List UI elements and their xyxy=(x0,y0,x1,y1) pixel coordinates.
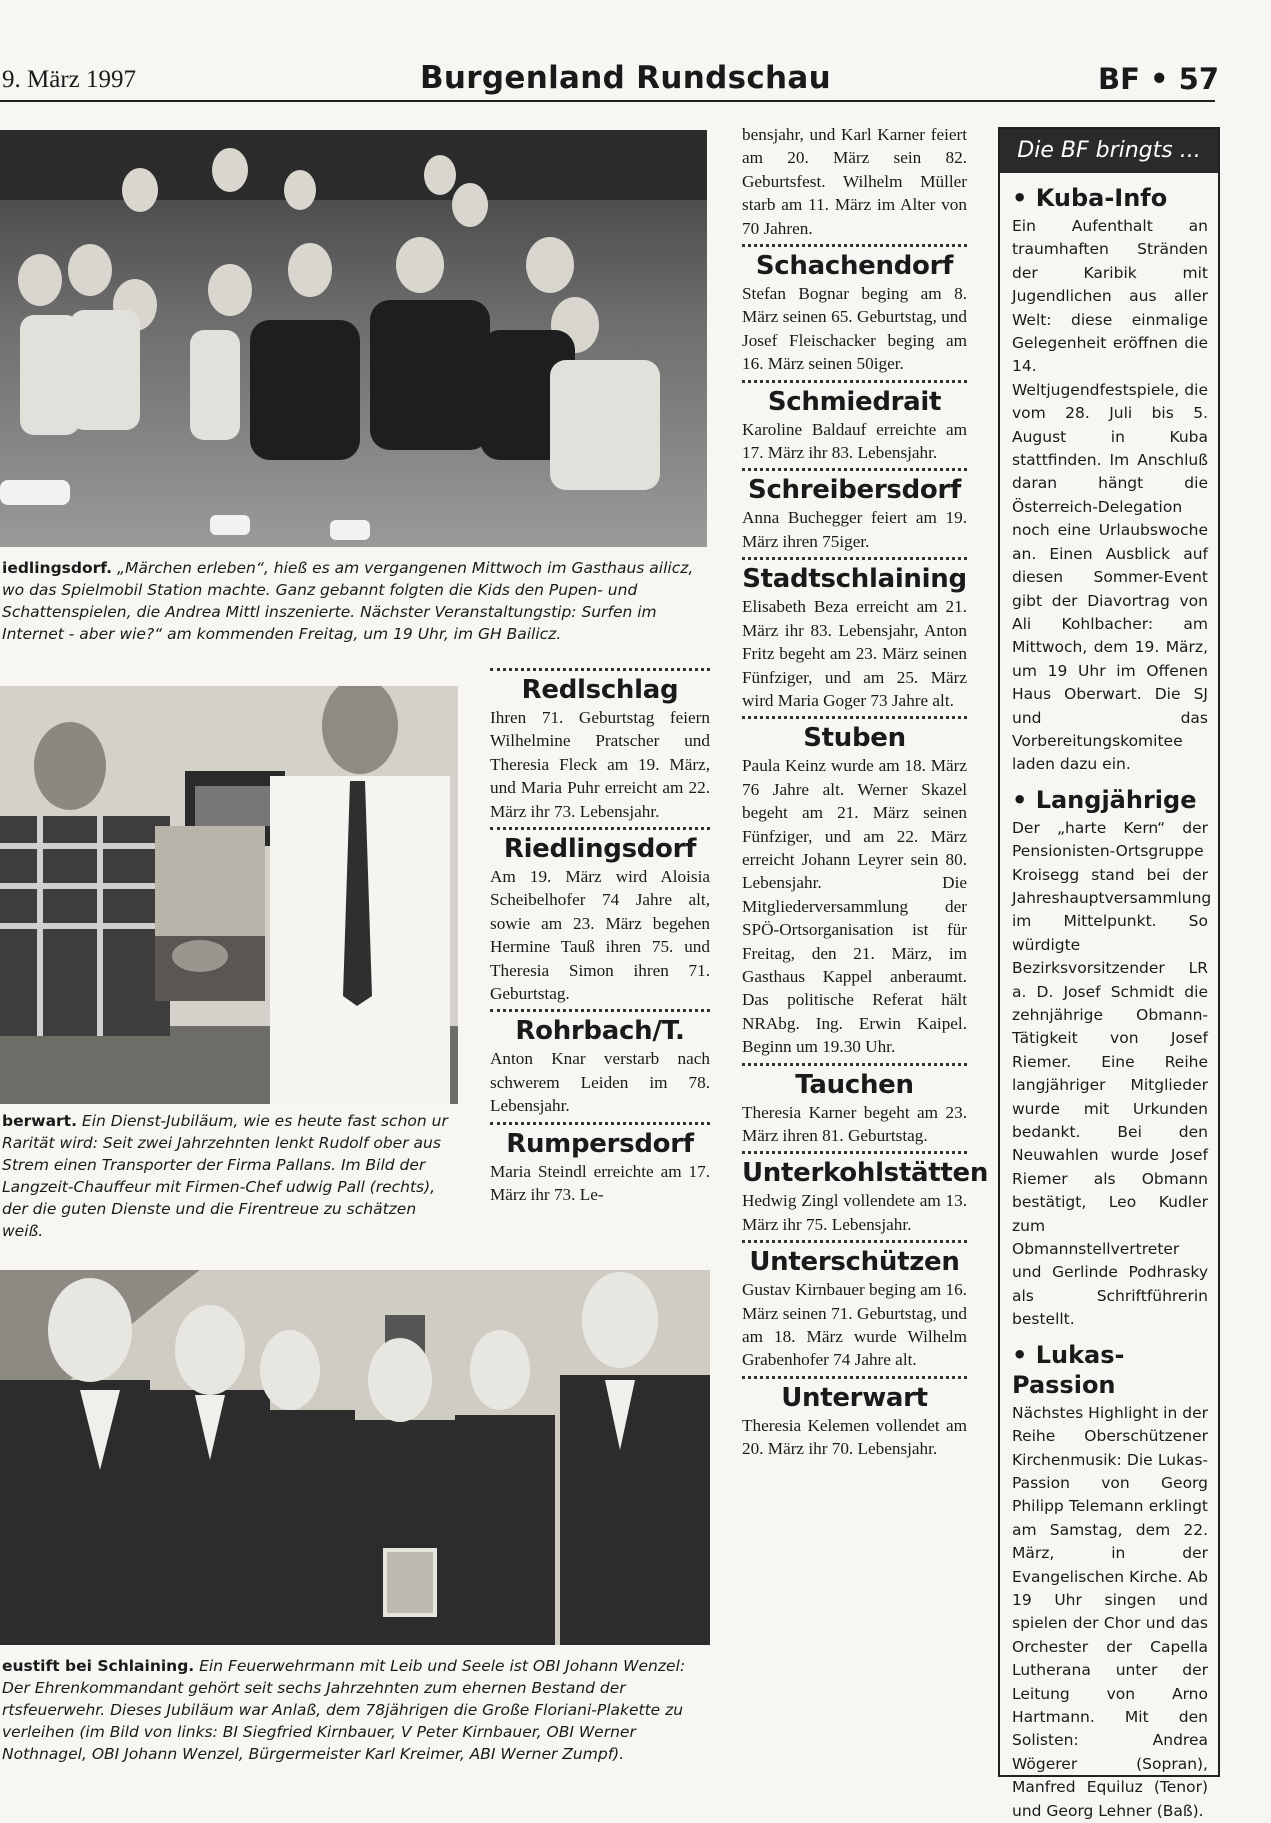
dotted-separator xyxy=(742,244,967,247)
entry-title: Stuben xyxy=(803,723,906,754)
entry-title: Unterwart xyxy=(781,1382,928,1413)
dotted-separator xyxy=(742,1240,967,1243)
issue-date: 9. März 1997 xyxy=(2,66,136,93)
entry-tauchen xyxy=(742,1070,967,1148)
box-item-text: Ein Aufenthalt an traumhaften Stränden der Karibik mit Jugendlichen aus aller Welt: diese einmalige Gelegenheit eröffnen die 14. Weltjugendfestspiele, die vom 28. Juli bis 5. August in Kuba stattfinden. Im Anschluß daran hängt die Österreich-Delegation noch eine Urlaubswoche an. Einen Ausblick auf diesen Sommer-Event gibt der Diavortrag von Ali Kohlbacher: am Mittwoch, dem 19. März, um 19 Uhr im Offenen Haus Oberwart. Die SJ und das Vorbereitungskomitee laden dazu ein. xyxy=(1012,217,1208,774)
dotted-separator xyxy=(490,827,710,830)
dotted-separator xyxy=(742,1151,967,1154)
entry-title: Schmiedrait xyxy=(767,386,942,417)
entry-text: Anna Buchegger feiert am 19. März ihren 75iger. xyxy=(742,508,967,551)
caption-handshake xyxy=(2,1110,458,1242)
column-1 xyxy=(490,668,710,1207)
entry-riedlingsdorf xyxy=(490,834,710,1005)
entry-text: Stefan Bognar beging am 8. März seinen 65. Geburtstag, und Josef Fleischacker beging am 16. März seinen 50iger. xyxy=(742,284,967,374)
dotted-separator xyxy=(490,1122,710,1125)
entry-text: Maria Steindl erreichte am 17. März ihr 73. Le- xyxy=(490,1161,710,1205)
entry-title: Rohrbach/T. xyxy=(515,1016,685,1047)
entry-stadtschlaining xyxy=(742,564,967,712)
caption-children xyxy=(2,557,707,645)
photo-handshake-jubilee xyxy=(0,686,458,1104)
newspaper-title: Burgenland Rundschau xyxy=(420,60,831,96)
entry-title: Unterschützen xyxy=(749,1247,960,1278)
caption-place: berwart. xyxy=(2,1112,77,1130)
entry-title: Stadtschlaining xyxy=(742,564,967,595)
dotted-separator xyxy=(490,668,710,671)
entry-schmiedrait xyxy=(742,387,967,465)
entry-text: Karoline Baldauf erreichte am 17. März ihr 83. Lebensjahr. xyxy=(742,419,967,463)
dotted-separator xyxy=(742,468,967,471)
caption-place: eustift bei Schlaining. xyxy=(2,1657,195,1675)
sidebar-content xyxy=(1000,173,1218,1823)
entry-redlschlag xyxy=(490,675,710,823)
entry-unterschuetzen xyxy=(742,1247,967,1372)
entry-text: Elisabeth Beza erreicht am 21. März ihr 83. Lebensjahr, Anton Fritz begeht am 23. März seinen Fünfziger, und am 25. März wird Maria Goger 73 Jahre alt. xyxy=(742,597,967,710)
caption-text: Ein Dienst-Jubiläum, wie es heute fast schon ur Rarität wird: Seit zwei Jahrzehnten lenkt Rudolf ober aus Strem einen Transporter der Firma Pallans. Im Bild der Langzeit-Chauffeur mit Firmen-Chef udwig Pall (rechts), der die guten Dienste und die Firentreue zu schätzen weiß. xyxy=(2,1112,448,1240)
continued-text: bensjahr, und Karl Karner feiert am 20. März sein 82. Geburtsfest. Wilhelm Müller starb am 11. März im Alter von 70 Jahren. xyxy=(742,125,967,238)
entry-rumpersdorf xyxy=(490,1129,710,1207)
entry-unterkohlstaetten xyxy=(742,1158,989,1236)
sidebar-title: Die BF bringts ... xyxy=(1000,129,1218,173)
entry-stuben xyxy=(742,723,967,1058)
dotted-separator xyxy=(742,557,967,560)
entry-text: Ihren 71. Geburtstag feiern Wilhelmine Pratscher und Theresia Fleck am 19. März, und Maria Puhr erreicht am 22. März ihr 73. Lebensjahr. xyxy=(490,708,710,821)
entry-text: Am 19. März wird Aloisia Scheibelhofer 74 Jahre alt, sowie am 23. März begehen Hermine Tauß ihren 75. und Theresia Simon ihren 71. Geburtstag. xyxy=(490,867,710,1004)
page-header xyxy=(0,0,1271,105)
entry-text: Theresia Kelemen vollendet am 20. März ihr 70. Lebensjahr. xyxy=(742,1415,967,1459)
entry-rohrbach xyxy=(490,1016,710,1117)
box-item-langjaehrige xyxy=(1012,785,1212,1332)
entry-title: Riedlingsdorf xyxy=(503,834,697,865)
photo-children-audience xyxy=(0,130,707,547)
box-item-kuba xyxy=(1012,183,1208,777)
entry-text: Hedwig Zingl vollendete am 13. März ihr 75. Lebensjahr. xyxy=(742,1191,967,1234)
caption-firefighters xyxy=(2,1655,707,1765)
dotted-separator xyxy=(490,1009,710,1012)
entry-title: Unterkohlstätten xyxy=(742,1158,989,1189)
entry-schachendorf xyxy=(742,251,967,376)
caption-text: „Märchen erleben“, hieß es am vergangenen Mittwoch im Gasthaus ailicz, wo das Spielmobil Station machte. Ganz gebannt folgten die Kids den Pupen- und Schattenspielen, die Andrea Mittl inszenierte. Nächster Veranstaltungstip: Surfen im Internet - aber wie?“ am kommenden Freitag, um 19 Uhr, im GH Bailicz. xyxy=(2,559,694,643)
entry-text: Theresia Karner begeht am 23. März ihren 81. Geburtstag. xyxy=(742,1102,967,1145)
entry-title: Tauchen xyxy=(795,1069,914,1100)
entry-schreibersdorf xyxy=(742,475,967,553)
sidebar-box xyxy=(998,127,1220,1820)
entry-text: Gustav Kirnbauer beging am 16. März seinen 71. Geburtstag, und am 18. März wurde Wilhelm Grabenhofer 74 Jahre alt. xyxy=(742,1280,967,1370)
entry-title: Rumpersdorf xyxy=(506,1128,694,1159)
box-item-heading: • Kuba-Info xyxy=(1012,184,1168,212)
entry-title: Redlschlag xyxy=(521,675,679,705)
box-item-text: Der „harte Kern“ der Pensionisten-Ortsgruppe Kroisegg stand bei der Jahreshauptversammlung im Mittelpunkt. So würdigte Bezirksvorsitzender LR a. D. Josef Schmidt die zehnjährige Obmann-Tätigkeit von Josef Riemer. Eine Reihe langjähriger Mitglieder wurde mit Urkunden bedankt. Bei den Neuwahlen wurde Josef Riemer als Obmann bestätigt, Leo Kudler zum Obmannstellvertreter und Gerlinde Podhrasky als Schriftführerin bestellt. xyxy=(1012,818,1212,1329)
dotted-separator xyxy=(742,1376,967,1379)
dotted-separator xyxy=(742,1063,967,1066)
column-2 xyxy=(742,123,989,1461)
header-rule xyxy=(0,100,1215,102)
caption-text: Ein Feuerwehrmann mit Leib und Seele ist OBI Johann Wenzel: Der Ehrenkommandant gehört seit sechs Jahrzehnten zum ehernen Bestand der rtsfeuerwehr. Dieses Jubiläum war Anlaß, dem 78jährigen die Große Floriani-Plakette zu verleihen (im Bild von links: BI Siegfried Kirnbauer, V Peter Kirnbauer, OBI Werner Nothnagel, OBI Johann Wenzel, Bürgermeister Karl Kreimer, ABI Werner Zumpf). xyxy=(2,1657,686,1763)
box-item-lukas-passion xyxy=(1012,1340,1208,1823)
box-item-heading: • Lukas-Passion xyxy=(1012,1340,1125,1399)
dotted-separator xyxy=(742,380,967,383)
box-item-heading: • Langjährige xyxy=(1012,785,1197,814)
caption-place: iedlingsdorf. xyxy=(2,559,113,577)
page-number: BF • 57 xyxy=(1098,62,1219,96)
entry-title: Schachendorf xyxy=(755,251,954,282)
entry-unterwart xyxy=(742,1383,967,1461)
dotted-separator xyxy=(742,716,967,719)
entry-title: Schreibersdorf xyxy=(748,475,961,506)
entry-text: Paula Keinz wurde am 18. März 76 Jahre alt. Werner Skazel begeht am 21. März seinen Fünfziger, und am 22. März erreicht Johann Leyrer sein 80. Lebensjahr. Die Mitgliederversammlung der SPÖ-Ortsorganisation ist für Freitag, den 21. März, im Gasthaus Kappel anberaumt. Das politische Referat hält NRAbg. Ing. Erwin Kaipel. Beginn um 19.30 Uhr. xyxy=(742,756,967,1057)
box-item-text: Nächstes Highlight in der Reihe Oberschützener Kirchenmusik: Die Lukas-Passion von Georg Philipp Telemann erklingt am Samstag, dem 22. März, in der Evangelischen Kirche. Ab 19 Uhr singen und spielen der Chor und das Orchester der Capella Lutherana unter der Leitung von Arno Hartmann. Mit den Solisten: Andrea Wögerer (Sopran), Manfred Equiluz (Tenor) und Georg Lehner (Baß). xyxy=(1012,1403,1208,1820)
photo-firefighters-group xyxy=(0,1270,710,1645)
entry-text: Anton Knar verstarb nach schwerem Leiden im 78. Lebensjahr. xyxy=(490,1049,710,1116)
